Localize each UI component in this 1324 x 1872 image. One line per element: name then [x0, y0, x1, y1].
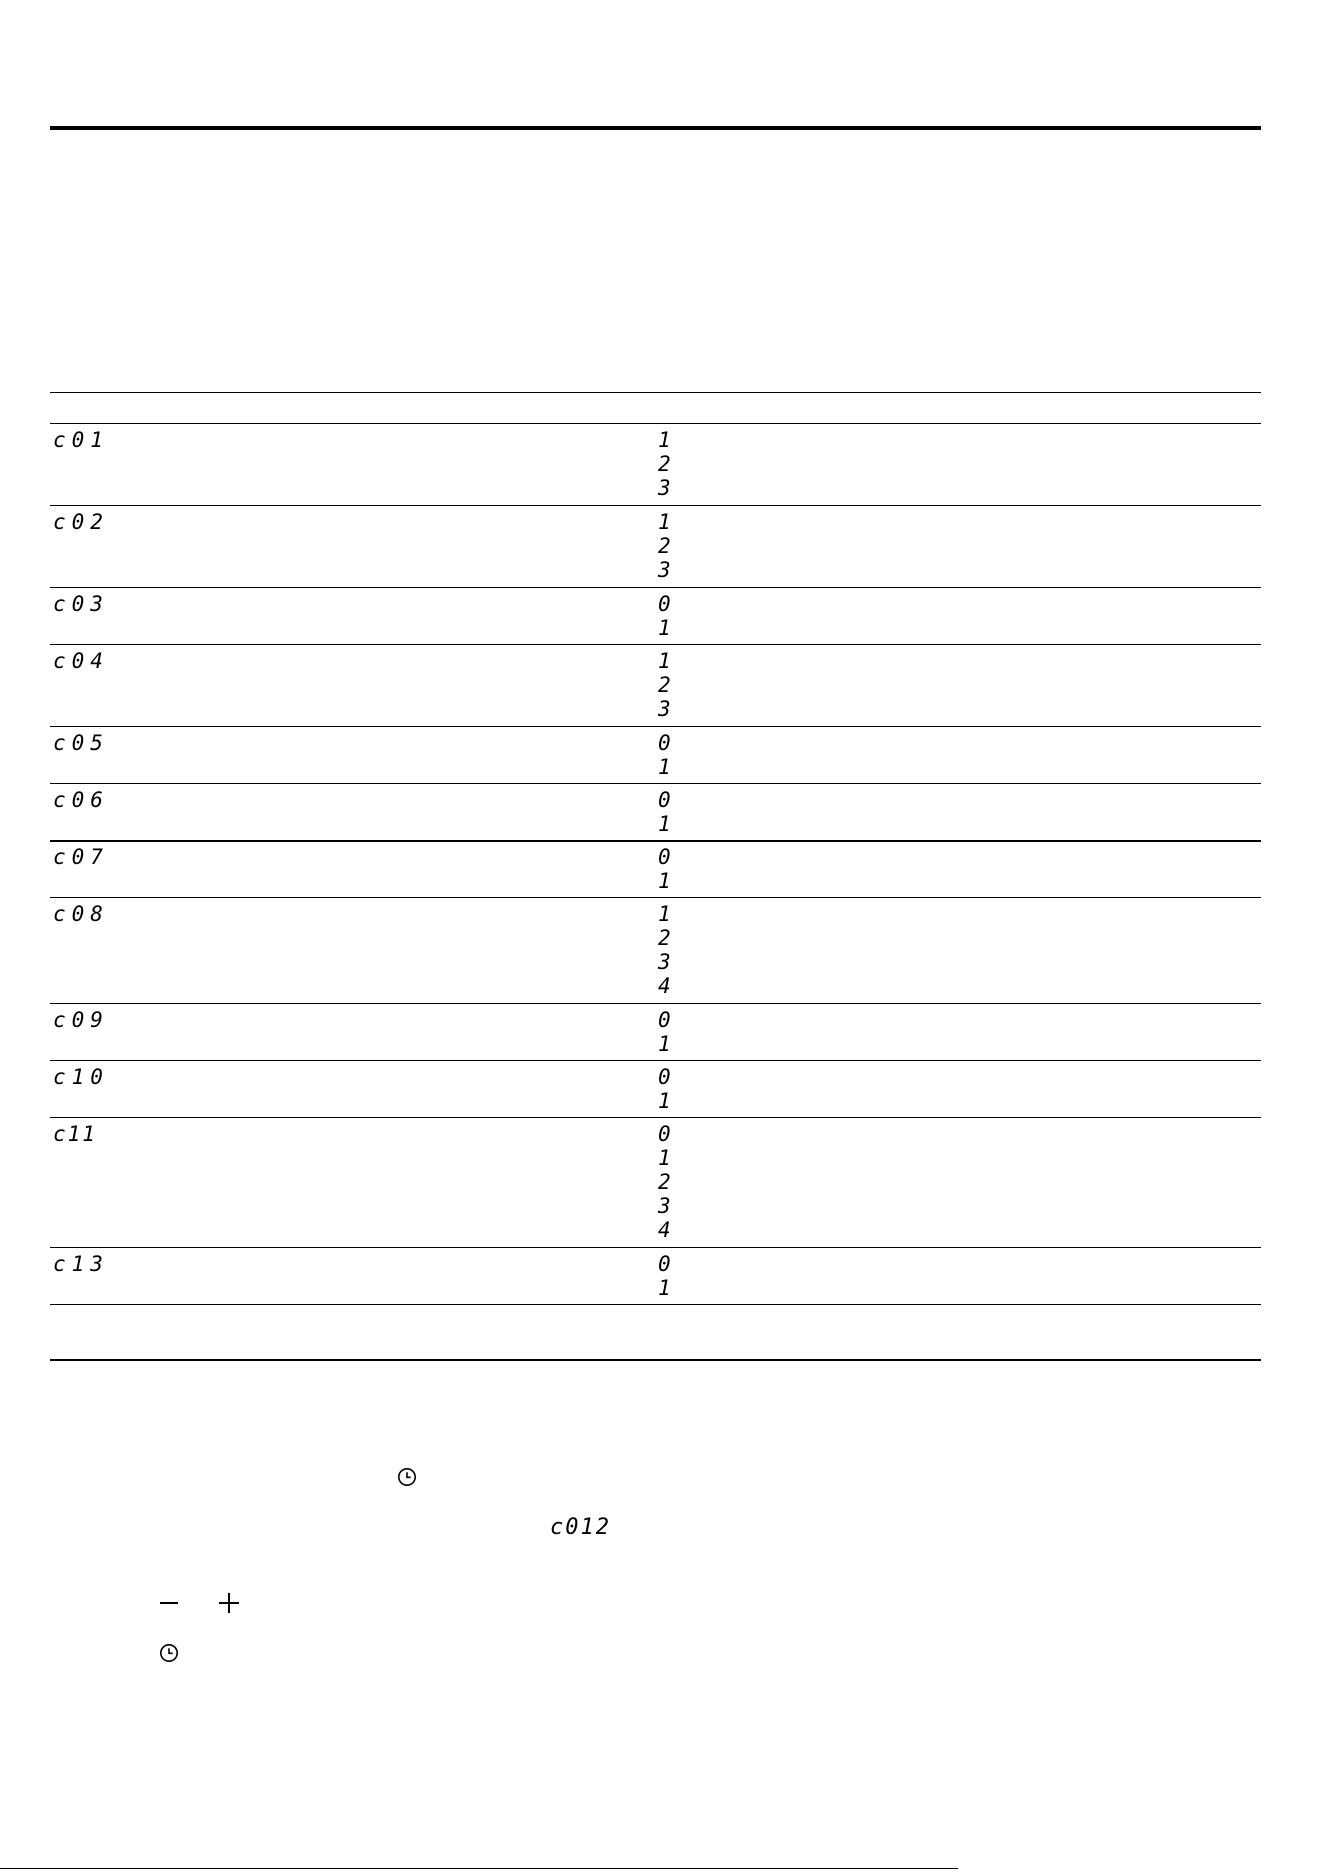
- setting-value: 3: [658, 476, 671, 500]
- setting-code: c09: [53, 1008, 109, 1032]
- setting-code: c03: [53, 592, 109, 616]
- row-rule: [50, 1247, 1261, 1248]
- setting-value: 2: [658, 534, 671, 558]
- row-rule: [50, 783, 1261, 784]
- table-bottom-rule: [50, 1359, 1261, 1361]
- row-rule: [50, 840, 1261, 842]
- setting-value: 1: [658, 616, 671, 640]
- setting-value: 4: [658, 974, 671, 998]
- setting-code: c11: [53, 1122, 97, 1146]
- row-rule: [50, 1003, 1261, 1004]
- setting-value: 0: [658, 1065, 671, 1089]
- plus-icon: [217, 1591, 241, 1619]
- row-rule: [50, 1060, 1261, 1061]
- minus-icon: [158, 1592, 180, 1618]
- setting-value: 3: [658, 950, 671, 974]
- setting-value: 1: [658, 1089, 671, 1113]
- setting-code: c13: [53, 1252, 109, 1276]
- row-rule: [50, 897, 1261, 898]
- setting-value: 0: [658, 845, 671, 869]
- row-rule: [50, 726, 1261, 727]
- setting-value: 1: [658, 510, 671, 534]
- row-rule: [50, 587, 1261, 588]
- setting-value: 0: [658, 731, 671, 755]
- setting-value: 1: [658, 1146, 671, 1170]
- setting-value: 1: [658, 649, 671, 673]
- row-rule: [50, 505, 1261, 506]
- setting-code: c06: [53, 788, 109, 812]
- setting-value: 1: [658, 1276, 671, 1300]
- table-top-rule: [50, 392, 1261, 393]
- setting-value: 1: [658, 812, 671, 836]
- table-header-rule: [50, 423, 1261, 424]
- setting-value: 0: [658, 1252, 671, 1276]
- setting-code: c07: [53, 845, 109, 869]
- setting-value: 3: [658, 697, 671, 721]
- top-rule: [50, 126, 1261, 130]
- setting-code: c05: [53, 731, 109, 755]
- setting-value: 2: [658, 1170, 671, 1194]
- setting-value: 1: [658, 755, 671, 779]
- clock-icon: [397, 1467, 417, 1491]
- row-rule: [50, 1304, 1261, 1305]
- setting-code: c08: [53, 902, 109, 926]
- clock-icon: [159, 1643, 179, 1667]
- setting-code: c02: [53, 510, 109, 534]
- setting-value: 3: [658, 1194, 671, 1218]
- page-edge-rule: [0, 1868, 958, 1869]
- setting-value: 0: [658, 1008, 671, 1032]
- setting-value: 1: [658, 902, 671, 926]
- row-rule: [50, 644, 1261, 645]
- setting-value: 0: [658, 1122, 671, 1146]
- setting-value: 2: [658, 926, 671, 950]
- setting-value: 2: [658, 673, 671, 697]
- setting-value: 1: [658, 1032, 671, 1056]
- setting-code: c04: [53, 649, 109, 673]
- setting-code: c10: [53, 1065, 109, 1089]
- setting-value: 4: [658, 1218, 671, 1242]
- setting-value: 2: [658, 452, 671, 476]
- setting-value: 1: [658, 428, 671, 452]
- setting-value: 0: [658, 788, 671, 812]
- setting-value: 1: [658, 869, 671, 893]
- setting-value: 3: [658, 558, 671, 582]
- row-rule: [50, 1117, 1261, 1118]
- setting-value: 0: [658, 592, 671, 616]
- display-code: c012: [550, 1515, 611, 1540]
- setting-code: c01: [53, 428, 109, 452]
